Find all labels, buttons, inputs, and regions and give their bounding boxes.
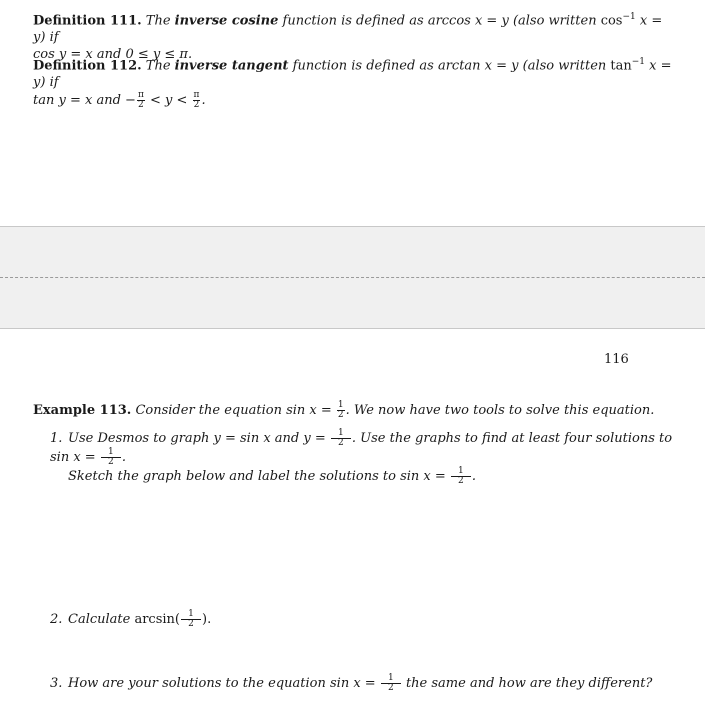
list-item: 1. Use Desmos to graph y = sin x and $y = \frac{1}{2}$ . Use the graphs to find at least four solutions to $\sin x = \frac{1}{2}$ . Sketch the graph below and label the solutions to $\sin x = \frac{1}{2}$ .: [50, 428, 673, 486]
list-item: 3. How are your solutions to the equation $\sin x = \frac{1}{2}$ the same and how are they different?: [50, 673, 653, 693]
fraction: $\frac{1}{2}$: [451, 467, 471, 486]
list-item: 2. Calculate $\arcsin(\frac{1}{2}$ ).: [50, 609, 212, 629]
defined-term: inverse cosine: [174, 13, 279, 29]
fraction: $\frac{1}{2}$: [101, 448, 121, 467]
item-number: 1.: [50, 431, 63, 446]
fraction: $\frac{1}{2}$: [331, 429, 351, 448]
example-label: Example 113.: [33, 403, 132, 418]
page-break-divider: [0, 277, 705, 278]
fraction: $\frac{\pi}{2}$: [193, 90, 200, 111]
fraction: $\frac{1}{2}$: [337, 400, 344, 420]
fraction: $\frac{1}{2}$: [181, 610, 201, 629]
fraction: $\frac{\pi}{2}$: [137, 90, 144, 111]
item-number: 3.: [50, 676, 63, 691]
definition-112: Definition 112. The inverse tangent function is defined as arctan x = y (also written $\tan^{-1} x = y$) if tan y = x and − $\frac{\pi}{2}$ < y < $\frac{\pi}{2}$ .: [33, 57, 672, 111]
page-break-gap: [0, 226, 705, 329]
fraction: $\frac{1}{2}$: [381, 674, 401, 693]
item-number: 2.: [50, 612, 63, 627]
definition-label: Definition 112.: [33, 58, 142, 74]
definition-label: Definition 111.: [33, 13, 142, 29]
example-113: Example 113. Consider the equation sin x = $\frac{1}{2}$ . We now have two tools to solve this equation.: [33, 400, 655, 420]
page-number: 116: [604, 352, 629, 367]
defined-term: inverse tangent: [174, 58, 289, 74]
definition-111: Definition 111. The inverse cosine function is defined as arccos x = y (also written $\cos^{-1} x = y$) if cos y = x and 0 ≤ y ≤ π.: [33, 12, 663, 63]
